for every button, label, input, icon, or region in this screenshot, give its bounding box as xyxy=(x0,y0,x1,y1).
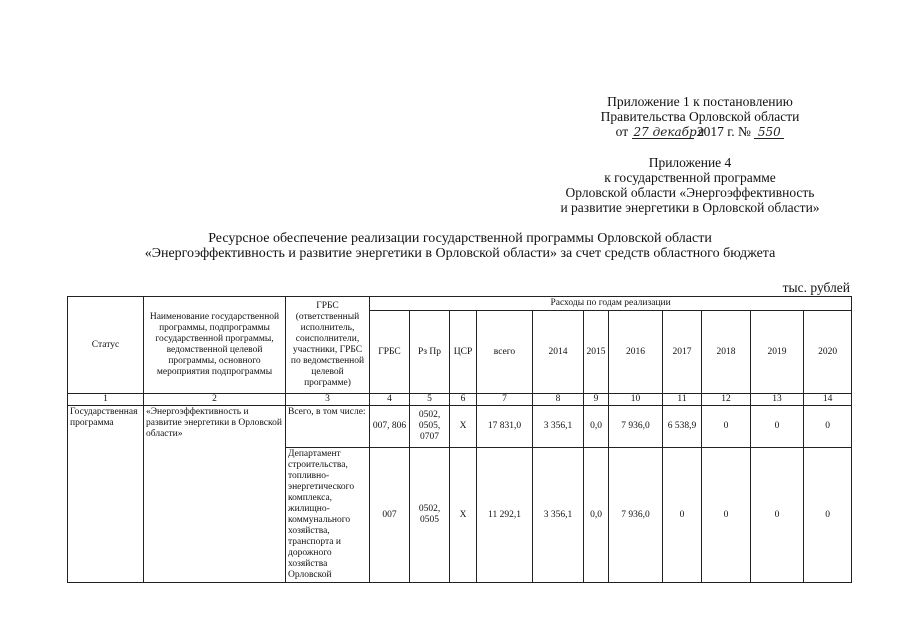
row-2016: 7 936,0 xyxy=(609,448,663,583)
row-grbs: Всего, в том числе: xyxy=(286,406,370,448)
title-line1: Ресурсное обеспечение реализации государственной программы Орловской области xyxy=(208,231,712,246)
header-total: всего xyxy=(477,311,533,394)
header-name: Наименование государственной программы, подпрограммы государственной программы, ведомственной целевой программы, основного мероприятия подпрограммы xyxy=(144,297,286,394)
row-csr: Х xyxy=(450,406,477,448)
col-number: 9 xyxy=(584,394,609,406)
appendix4-line1: Приложение 4 xyxy=(648,155,732,170)
header-csr: ЦСР xyxy=(450,311,477,394)
header-expenses: Расходы по годам реализации xyxy=(370,297,852,311)
year-text: 2017 г. № xyxy=(696,124,751,139)
col-number: 11 xyxy=(663,394,702,406)
appendix1-line2: Правительства Орловской области xyxy=(600,109,800,124)
row-grbs-code: 007, 806 xyxy=(370,406,410,448)
col-number: 8 xyxy=(533,394,584,406)
col-number: 13 xyxy=(751,394,804,406)
appendix4-line3: Орловской области «Энергоэффективность xyxy=(565,185,815,200)
row-grbs: Департамент строительства, топливно-энергетического комплекса, жилищно-коммунального хозяйства, транспорта и дорожного хозяйства Орловской xyxy=(286,448,370,583)
row-2018: 0 xyxy=(702,406,751,448)
row-2017: 0 xyxy=(663,448,702,583)
col-number: 7 xyxy=(477,394,533,406)
col-number: 10 xyxy=(609,394,663,406)
appendix4-block xyxy=(540,155,840,215)
col-number: 1 xyxy=(68,394,144,406)
header-rzpr: Рз Пр xyxy=(410,311,450,394)
row-2016: 7 936,0 xyxy=(609,406,663,448)
row-rzpr: 0502, 0505, 0707 xyxy=(410,406,450,448)
appendix1-block xyxy=(560,94,840,139)
row-2015: 0,0 xyxy=(584,448,609,583)
header-2020: 2020 xyxy=(804,311,852,394)
row-rzpr: 0502, 0505 xyxy=(410,448,450,583)
row-2020: 0 xyxy=(804,406,852,448)
row-2018: 0 xyxy=(702,448,751,583)
header-2017: 2017 xyxy=(663,311,702,394)
header-grbs-code: ГРБС xyxy=(370,311,410,394)
row-2019: 0 xyxy=(751,448,804,583)
header-2016: 2016 xyxy=(609,311,663,394)
document-title xyxy=(60,231,860,261)
table-row xyxy=(68,406,852,448)
row-csr: Х xyxy=(450,448,477,583)
col-number: 14 xyxy=(804,394,852,406)
date-signature: 27 декабря xyxy=(633,125,705,139)
row-total: 17 831,0 xyxy=(477,406,533,448)
number-signature: 550 xyxy=(754,126,784,139)
title-line2: «Энергоэффективность и развитие энергетики в Орловской области» за счет средств областного бюджета xyxy=(144,246,776,261)
col-number: 2 xyxy=(144,394,286,406)
row-2020: 0 xyxy=(804,448,852,583)
appendix1-date-line xyxy=(560,124,840,139)
row-2014: 3 356,1 xyxy=(533,406,584,448)
row-2017: 6 538,9 xyxy=(663,406,702,448)
appendix4-line4: и развитие энергетики в Орловской области» xyxy=(560,200,820,215)
appendix4-line2: к государственной программе xyxy=(604,170,776,185)
row-total: 11 292,1 xyxy=(477,448,533,583)
row-grbs-code: 007 xyxy=(370,448,410,583)
row-status: Государственная программа xyxy=(68,406,144,583)
header-2018: 2018 xyxy=(702,311,751,394)
col-number: 3 xyxy=(286,394,370,406)
units-label: тыс. рублей xyxy=(782,280,850,295)
row-name: «Энергоэффективность и развитие энергетики в Орловской области» xyxy=(144,406,286,583)
row-2015: 0,0 xyxy=(584,406,609,448)
header-2019: 2019 xyxy=(751,311,804,394)
date-prefix: от xyxy=(615,124,629,139)
col-number: 12 xyxy=(702,394,751,406)
col-number: 4 xyxy=(370,394,410,406)
resource-table xyxy=(67,296,852,583)
col-number: 5 xyxy=(410,394,450,406)
header-status: Статус xyxy=(68,297,144,394)
column-numbers-row xyxy=(68,394,852,406)
appendix1-line1: Приложение 1 к постановлению xyxy=(607,94,793,109)
row-2019: 0 xyxy=(751,406,804,448)
col-number: 6 xyxy=(450,394,477,406)
header-2014: 2014 xyxy=(533,311,584,394)
header-2015: 2015 xyxy=(584,311,609,394)
row-2014: 3 356,1 xyxy=(533,448,584,583)
header-grbs: ГРБС (ответственный исполнитель, соисполнители, участники, ГРБС по ведомственной целевой программе) xyxy=(286,297,370,394)
